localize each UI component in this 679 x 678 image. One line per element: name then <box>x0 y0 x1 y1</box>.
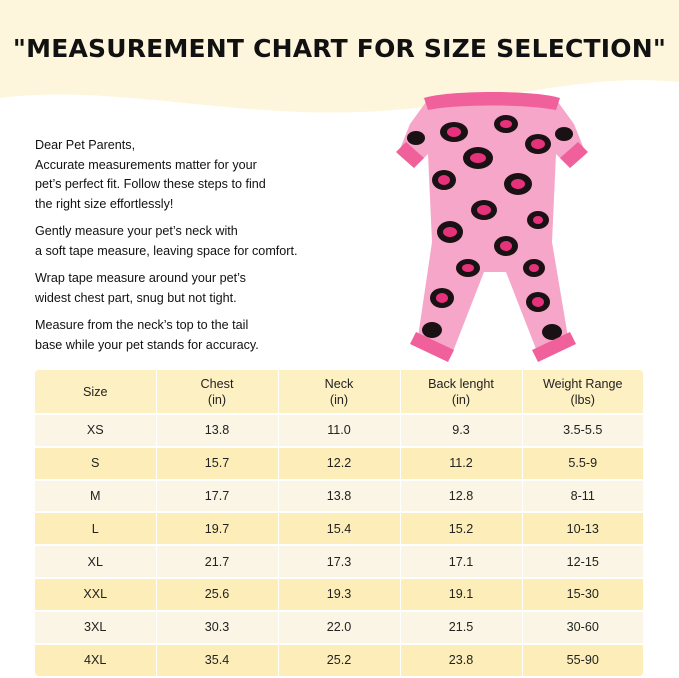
cell-size: XXL <box>35 578 156 611</box>
cell-chest: 35.4 <box>156 644 278 676</box>
header-size: Size <box>35 370 156 414</box>
table-row <box>35 447 643 480</box>
intro-line-3: the right size effortlessly! <box>35 196 174 211</box>
intro-line-1: Accurate measurements matter for your <box>35 157 257 172</box>
intro-text-block <box>35 136 365 355</box>
table-row <box>35 545 643 578</box>
cell-size: 4XL <box>35 644 156 676</box>
cell-weight-range: 12-15 <box>522 545 643 578</box>
cell-neck: 17.3 <box>278 545 400 578</box>
cell-size: 3XL <box>35 611 156 644</box>
cell-neck: 22.0 <box>278 611 400 644</box>
cell-chest: 15.7 <box>156 447 278 480</box>
cell-weight-range: 3.5-5.5 <box>522 414 643 447</box>
cell-size: S <box>35 447 156 480</box>
cell-size: L <box>35 512 156 545</box>
page-title: "MEASUREMENT CHART FOR SIZE SELECTION" <box>12 34 667 63</box>
cell-chest: 21.7 <box>156 545 278 578</box>
table-row <box>35 512 643 545</box>
leopard-pajama-icon <box>388 92 596 364</box>
greeting-line: Dear Pet Parents, <box>35 138 136 152</box>
cell-chest: 13.8 <box>156 414 278 447</box>
cell-weight-range: 10-13 <box>522 512 643 545</box>
cell-weight-range: 30-60 <box>522 611 643 644</box>
cell-weight-range: 15-30 <box>522 578 643 611</box>
cell-weight-range: 55-90 <box>522 644 643 676</box>
cell-back-length: 23.8 <box>400 644 522 676</box>
cell-neck: 15.4 <box>278 512 400 545</box>
cell-back-length: 19.1 <box>400 578 522 611</box>
cell-size: XS <box>35 414 156 447</box>
neck-step-line-2: a soft tape measure, leaving space for comfort. <box>35 243 298 258</box>
table-header-row <box>35 370 643 414</box>
cell-back-length: 17.1 <box>400 545 522 578</box>
cell-size: M <box>35 480 156 513</box>
cell-weight-range: 5.5-9 <box>522 447 643 480</box>
header-weight-range: Weight Range (lbs) <box>522 370 643 414</box>
neck-step-line-1: Gently measure your pet’s neck with <box>35 224 238 238</box>
size-chart-table <box>35 370 643 676</box>
table-row <box>35 480 643 513</box>
cell-chest: 30.3 <box>156 611 278 644</box>
cell-chest: 25.6 <box>156 578 278 611</box>
cell-neck: 11.0 <box>278 414 400 447</box>
cell-weight-range: 8-11 <box>522 480 643 513</box>
header-neck: Neck (in) <box>278 370 400 414</box>
cell-neck: 25.2 <box>278 644 400 676</box>
cell-back-length: 11.2 <box>400 447 522 480</box>
cell-size: XL <box>35 545 156 578</box>
cell-chest: 19.7 <box>156 512 278 545</box>
chest-step-line-1: Wrap tape measure around your pet’s <box>35 271 246 285</box>
header-chest: Chest (in) <box>156 370 278 414</box>
table-row <box>35 578 643 611</box>
back-step-line-1: Measure from the neck’s top to the tail <box>35 318 249 332</box>
table-row <box>35 414 643 447</box>
chest-step-line-2: widest chest part, snug but not tight. <box>35 290 237 305</box>
table-row <box>35 644 643 676</box>
cell-neck: 12.2 <box>278 447 400 480</box>
cell-back-length: 21.5 <box>400 611 522 644</box>
table-row <box>35 611 643 644</box>
cell-neck: 13.8 <box>278 480 400 513</box>
cell-chest: 17.7 <box>156 480 278 513</box>
cell-back-length: 9.3 <box>400 414 522 447</box>
cell-neck: 19.3 <box>278 578 400 611</box>
cell-back-length: 15.2 <box>400 512 522 545</box>
cell-back-length: 12.8 <box>400 480 522 513</box>
header-back-length: Back lenght (in) <box>400 370 522 414</box>
back-step-line-2: base while your pet stands for accuracy. <box>35 337 259 352</box>
intro-line-2: pet’s perfect fit. Follow these steps to find <box>35 177 266 191</box>
